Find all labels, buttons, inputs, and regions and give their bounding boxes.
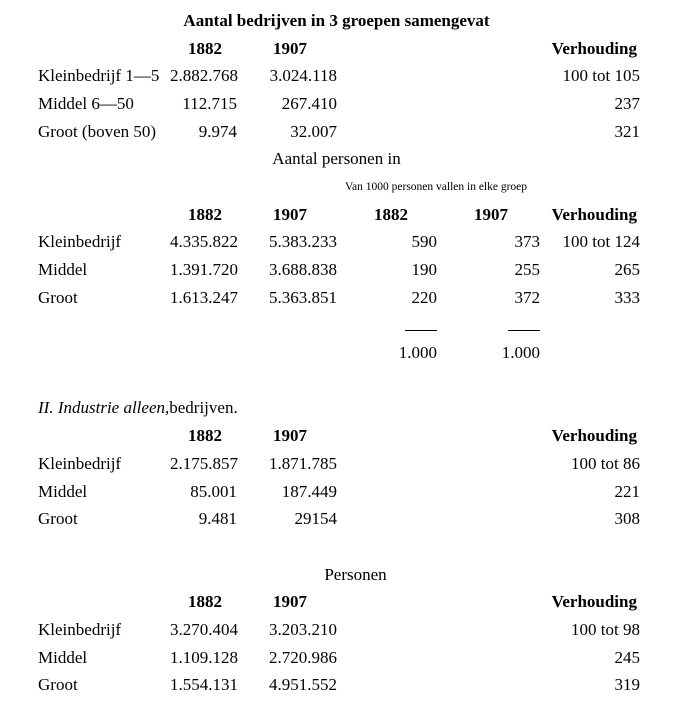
column-header-1882: 1882: [188, 38, 222, 58]
row-label: Kleinbedrijf: [38, 619, 122, 639]
section-title-industrie-personen: Personen: [324, 564, 387, 584]
column-header-1907: 1907: [273, 38, 307, 58]
value-verhouding: 308: [614, 509, 640, 529]
column-header-per1000-1882: 1882: [374, 204, 408, 224]
page-title: Aantal bedrijven in 3 groepen samengevat: [183, 11, 490, 30]
section-heading-italic: II. Industrie alleen,: [38, 398, 170, 418]
total-per1000-1907: 1.000: [501, 343, 540, 363]
column-header-per1000-1907: 1907: [474, 204, 508, 224]
value-verhouding: 100 tot 105: [562, 66, 640, 86]
section-heading-industrie: [0, 395, 673, 423]
row-label: Kleinbedrijf: [38, 453, 122, 473]
industrie-personen-header-row: [0, 588, 673, 616]
value-per1000-1907: 373: [514, 232, 540, 252]
total-rule-1907: [508, 330, 540, 331]
table-row: [0, 62, 673, 90]
personen-header-row: [0, 201, 673, 229]
row-label: Kleinbedrijf 1—5: [38, 66, 160, 86]
value-1907: 3.203.210: [269, 619, 337, 639]
totals-row: [0, 339, 673, 367]
section-heading-rest: bedrijven.: [169, 398, 238, 418]
row-label: Middel: [38, 481, 88, 501]
row-label: Groot: [38, 287, 78, 307]
value-per1000-1907: 255: [514, 260, 540, 280]
column-header-verhouding: Verhouding: [551, 592, 637, 612]
value-1882: 1.554.131: [170, 675, 238, 695]
row-label: Groot: [38, 675, 78, 695]
value-per1000-1882: 590: [411, 232, 437, 252]
value-1907: 2.720.986: [269, 647, 337, 667]
table-row: [0, 672, 673, 700]
value-1882: 4.335.822: [170, 232, 238, 252]
value-verhouding: 321: [614, 121, 640, 141]
total-rule-1882: [405, 330, 437, 331]
value-verhouding: 100 tot 124: [562, 232, 640, 252]
section-title-personen: Aantal personen in: [272, 149, 401, 169]
value-verhouding: 319: [614, 675, 640, 695]
column-header-verhouding: Verhouding: [551, 426, 637, 446]
per-1000-caption: Van 1000 personen vallen in elke groep: [345, 180, 528, 193]
value-1907: 1.871.785: [269, 453, 337, 473]
table-row: [0, 118, 673, 146]
value-1907: 187.449: [281, 481, 337, 501]
column-header-1882: 1882: [188, 204, 222, 224]
totals-rule-row: [0, 312, 673, 340]
value-1907: 267.410: [281, 93, 337, 113]
table-row: [0, 229, 673, 257]
column-header-1882: 1882: [188, 426, 222, 446]
table-row: [0, 505, 673, 533]
value-1882: 9.481: [198, 509, 237, 529]
value-1907: 5.363.851: [269, 287, 337, 307]
row-label: Groot (boven 50): [38, 121, 157, 141]
table-row: [0, 616, 673, 644]
value-1882: 3.270.404: [170, 619, 238, 639]
value-verhouding: 100 tot 86: [571, 453, 640, 473]
spacer: [0, 533, 673, 561]
value-1882: 2.882.768: [170, 66, 238, 86]
value-verhouding: 100 tot 98: [571, 619, 640, 639]
value-1907: 29154: [294, 509, 337, 529]
value-1907: 4.951.552: [269, 675, 337, 695]
table-row: [0, 478, 673, 506]
row-label: Kleinbedrijf: [38, 232, 122, 252]
value-1882: 1.613.247: [170, 287, 238, 307]
value-verhouding: 333: [614, 287, 640, 307]
column-header-verhouding: Verhouding: [551, 204, 637, 224]
value-per1000-1882: 190: [411, 260, 437, 280]
value-1882: 1.391.720: [170, 260, 238, 280]
value-1907: 32.007: [290, 121, 337, 141]
table-row: [0, 644, 673, 672]
table-row: [0, 450, 673, 478]
column-header-1907: 1907: [273, 204, 307, 224]
value-1882: 2.175.857: [170, 453, 238, 473]
value-verhouding: 221: [614, 481, 640, 501]
value-1907: 3.024.118: [269, 66, 337, 86]
column-header-1882: 1882: [188, 592, 222, 612]
value-verhouding: 237: [614, 93, 640, 113]
value-verhouding: 245: [614, 647, 640, 667]
industrie-bedrijven-header-row: [0, 422, 673, 450]
table-row: [0, 256, 673, 284]
value-1882: 1.109.128: [170, 647, 238, 667]
value-1882: 112.715: [182, 93, 237, 113]
column-header-verhouding: Verhouding: [551, 38, 637, 58]
row-label: Groot: [38, 509, 78, 529]
column-header-1907: 1907: [273, 592, 307, 612]
total-per1000-1882: 1.000: [398, 343, 437, 363]
bedrijven-header-row: [0, 35, 673, 63]
value-verhouding: 265: [614, 260, 640, 280]
value-1907: 3.688.838: [269, 260, 337, 280]
column-header-1907: 1907: [273, 426, 307, 446]
value-per1000-1882: 220: [411, 287, 437, 307]
value-1882: 85.001: [190, 481, 237, 501]
table-row: [0, 284, 673, 312]
spacer: [0, 367, 673, 395]
value-1907: 5.383.233: [269, 232, 337, 252]
table-row: [0, 90, 673, 118]
value-1882: 9.974: [198, 121, 237, 141]
row-label: Middel: [38, 260, 88, 280]
row-label: Middel 6—50: [38, 93, 134, 113]
value-per1000-1907: 372: [514, 287, 540, 307]
row-label: Middel: [38, 647, 88, 667]
